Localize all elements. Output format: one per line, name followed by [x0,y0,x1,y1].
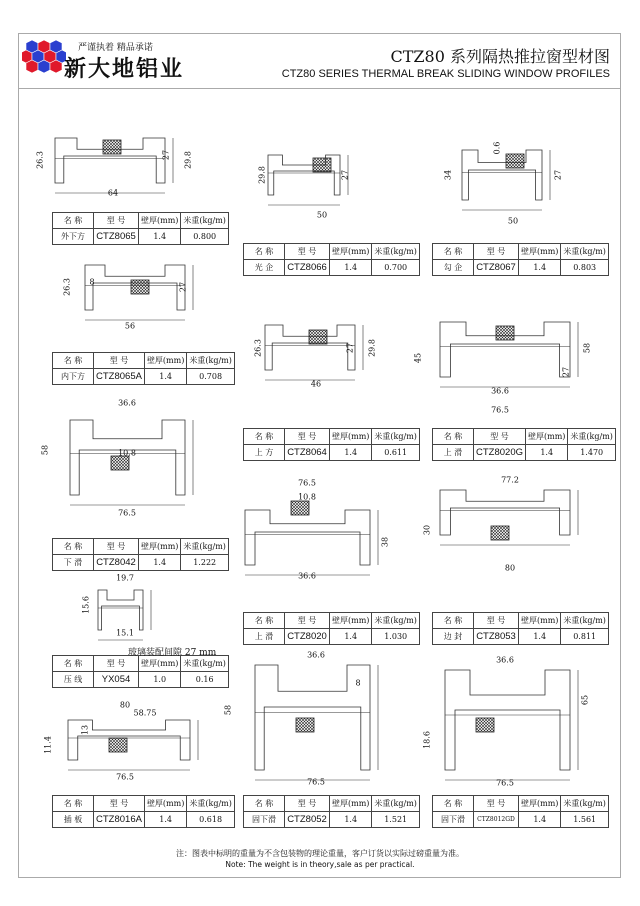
header-model: 型 号 [94,353,145,369]
table-header-row [433,796,609,812]
profile-thickness: 1.4 [519,260,561,276]
table-row [433,260,609,276]
header-name: 名 称 [53,353,94,369]
footer-note-en: Note: The weight is in theory,sale as per practical. [225,860,415,869]
dimension-label: 10.8 [118,448,136,458]
dimension-label: 45 [413,352,423,364]
dimension-label: 27 [161,149,171,161]
profile-model: CTZ8020 [285,629,330,645]
header-thickness: 壁厚(mm) [330,613,372,629]
spec-table [52,352,235,385]
profile-weight: 0.16 [181,672,229,688]
header-name: 名 称 [433,244,474,260]
table-header-row [244,429,420,445]
thermal-break-strip [111,456,129,470]
profile-model: CTZ8064 [285,445,330,461]
header-thickness: 壁厚(mm) [144,796,186,812]
header-name: 名 称 [244,244,285,260]
thermal-break-strip [313,158,331,172]
header-name: 名 称 [433,613,474,629]
profile-model: CTZ8065A [94,369,145,385]
profile-model: CTZ8067 [474,260,519,276]
dimension-label: 65 [580,694,590,706]
header-model: 型 号 [285,796,330,812]
profile-weight: 0.800 [181,229,229,245]
dimension-label: 26.3 [253,339,263,357]
profile-weight: 0.618 [187,812,235,828]
table-row [53,812,235,828]
profile-model: CTZ8020G [474,445,526,461]
table-header-row [433,244,609,260]
dimension-label: 50 [316,210,328,220]
footer-note-cn: 注：图表中标明的重量为不含包装物的理论重量，客户订货以实际过磅重量为准。 [176,849,464,858]
spec-table [243,428,420,461]
profile-outline [255,665,370,770]
dimension-label: 26.3 [62,278,72,296]
spec-table [52,655,229,688]
table-header-row [433,613,609,629]
profile-outline [445,670,570,770]
spec-table [432,428,616,461]
profile-name: 插 板 [53,812,94,828]
profile-name: 固下滑 [433,812,474,828]
spec-table [432,612,609,645]
profile-thickness: 1.4 [144,812,186,828]
dimension-label: 77.2 [501,475,519,485]
table-header-row [53,353,235,369]
profile-model: CTZ8042 [94,555,139,571]
table-row [433,445,616,461]
profile-thickness: 1.4 [526,445,568,461]
dimension-label: 8 [89,277,95,287]
header-weight: 米重(kg/m) [187,353,235,369]
header-model: 型 号 [474,429,526,445]
header-weight: 米重(kg/m) [372,796,420,812]
header-model: 型 号 [474,796,519,812]
header-name: 名 称 [53,213,94,229]
header-name: 名 称 [53,539,94,555]
table-row [244,445,420,461]
spec-table [243,243,420,276]
dimension-label: 36.6 [496,655,514,665]
thermal-break-strip [131,280,149,294]
header-thickness: 壁厚(mm) [519,613,561,629]
profile-thickness: 1.4 [330,445,372,461]
header-model: 型 号 [474,613,519,629]
dimension-label: 19.7 [116,573,134,583]
dimension-label: 13 [80,724,90,736]
dimension-label: 11.4 [43,736,53,754]
dimension-label: 18.6 [422,731,432,749]
profile-thickness: 1.4 [144,369,186,385]
dimension-label: 50 [507,216,519,226]
header-model: 型 号 [94,796,145,812]
header-name: 名 称 [53,796,94,812]
dimension-label: 8 [355,678,361,688]
dimension-label: 30 [422,524,432,536]
profile-model: CTZ8066 [285,260,330,276]
table-header-row [53,539,229,555]
table-row [244,629,420,645]
profile-name: 上 滑 [433,445,474,461]
header-model: 型 号 [94,539,139,555]
header-weight: 米重(kg/m) [181,656,229,672]
table-header-row [433,429,616,445]
header-weight: 米重(kg/m) [372,429,420,445]
dimension-label: 56 [124,321,136,331]
header-weight: 米重(kg/m) [372,613,420,629]
profile-model: CTZ8016A [94,812,145,828]
header-model: 型 号 [94,213,139,229]
profile-model: CTZ8065 [94,229,139,245]
dimension-label: 29.8 [183,151,193,169]
dimension-label: 46 [310,379,322,389]
header-name: 名 称 [53,656,94,672]
header-thickness: 壁厚(mm) [139,656,181,672]
header-name: 名 称 [244,796,285,812]
glass-gap-note: 玻璃装配间隙 27 mm [128,648,217,658]
dimension-label: 38 [380,536,390,548]
thermal-break-strip [476,718,494,732]
header-thickness: 壁厚(mm) [330,244,372,260]
header-weight: 米重(kg/m) [561,244,609,260]
profile-weight: 1.521 [372,812,420,828]
spec-table [52,795,235,828]
profile-thickness: 1.4 [519,812,561,828]
header-weight: 米重(kg/m) [187,796,235,812]
header-model: 型 号 [285,244,330,260]
dimension-label: 76.5 [496,778,514,788]
profile-weight: 1.561 [561,812,609,828]
header-weight: 米重(kg/m) [561,613,609,629]
header-name: 名 称 [433,429,474,445]
header-name: 名 称 [244,613,285,629]
header-weight: 米重(kg/m) [181,539,229,555]
thermal-break-strip [109,738,127,752]
profile-weight: 0.700 [372,260,420,276]
profile-thickness: 1.4 [330,812,372,828]
header-weight: 米重(kg/m) [372,244,420,260]
dimension-label: 0.6 [492,141,502,155]
header-name: 名 称 [433,796,474,812]
dimension-label: 27 [553,169,563,181]
header-weight: 米重(kg/m) [181,213,229,229]
table-row [53,672,229,688]
profile-name: 下 滑 [53,555,94,571]
table-header-row [244,796,420,812]
dimension-label: 27 [340,169,350,181]
dimension-label: 34 [443,169,453,181]
profile-outline [245,510,370,565]
profile-thickness: 1.4 [519,629,561,645]
footer-divider [18,877,621,878]
header-thickness: 壁厚(mm) [526,429,568,445]
profile-name: 外下方 [53,229,94,245]
dimension-label: 76.5 [116,772,134,782]
header-thickness: 壁厚(mm) [144,353,186,369]
profile-weight: 1.470 [568,445,616,461]
profile-thickness: 1.4 [139,555,181,571]
dimension-label: 58 [40,444,50,456]
table-row [53,555,229,571]
thermal-break-strip [506,154,524,168]
table-row [433,812,609,828]
profile-name: 上 滑 [244,629,285,645]
dimension-label: 76.5 [298,478,316,488]
dimension-label: 29.8 [367,339,377,357]
header-model: 型 号 [285,613,330,629]
header-weight: 米重(kg/m) [568,429,616,445]
profile-outline [98,590,143,630]
profile-weight: 0.811 [561,629,609,645]
header-thickness: 壁厚(mm) [330,429,372,445]
dimension-label: 80 [504,563,516,573]
dimension-label: 58.75 [133,708,157,718]
header-thickness: 壁厚(mm) [139,213,181,229]
profile-weight: 1.222 [181,555,229,571]
profile-model: CTZ8053 [474,629,519,645]
dimension-label: 15.1 [116,628,134,638]
profile-outline [462,150,542,200]
header-model: 型 号 [94,656,139,672]
dimension-label: 36.6 [298,571,316,581]
page-title: CTZ80 系列隔热推拉窗型材图 [390,47,610,66]
dimension-label: 58 [582,342,592,354]
spec-table [432,243,609,276]
spec-table [52,538,229,571]
table-header-row [53,213,229,229]
profile-model: YX054 [94,672,139,688]
dimension-label: 26.3 [35,151,45,169]
profile-thickness: 1.4 [330,260,372,276]
dimension-label: 27 [178,281,188,293]
dimension-label: 27 [345,342,355,354]
thermal-break-strip [491,526,509,540]
thermal-break-strip [296,718,314,732]
table-row [244,812,420,828]
profile-name: 勾 企 [433,260,474,276]
spec-table [432,795,609,828]
dimension-label: 76.5 [118,508,136,518]
profile-weight: 1.030 [372,629,420,645]
profile-thickness: 1.0 [139,672,181,688]
profile-name: 固下滑 [244,812,285,828]
profile-name: 压 线 [53,672,94,688]
dimension-label: 36.6 [118,398,136,408]
brand-name: 新大地铝业 [64,56,185,82]
thermal-break-strip [496,326,514,340]
table-row [53,229,229,245]
page-subtitle: CTZ80 SERIES THERMAL BREAK SLIDING WINDOW PROFILES [281,68,610,80]
header-weight: 米重(kg/m) [561,796,609,812]
profile-thickness: 1.4 [139,229,181,245]
table-row [244,260,420,276]
profile-model: CTZ8012GD [474,812,519,828]
spec-table [243,612,420,645]
dimension-label: 64 [107,188,119,198]
spec-table [243,795,420,828]
table-header-row [53,796,235,812]
header-thickness: 壁厚(mm) [519,796,561,812]
thermal-break-strip [103,140,121,154]
table-row [53,369,235,385]
header-thickness: 壁厚(mm) [139,539,181,555]
thermal-break-strip [309,330,327,344]
table-row [433,629,609,645]
dimension-label: 76.5 [491,405,509,415]
table-header-row [244,613,420,629]
profile-name: 内下方 [53,369,94,385]
header-thickness: 壁厚(mm) [330,796,372,812]
dimension-label: 29.8 [257,166,267,184]
profile-model: CTZ8052 [285,812,330,828]
dimension-label: 36.6 [491,386,509,396]
header-thickness: 壁厚(mm) [519,244,561,260]
dimension-label: 10.8 [298,492,316,502]
thermal-break-strip [291,501,309,515]
dimension-label: 58 [223,704,233,716]
profile-name: 光 企 [244,260,285,276]
profile-name: 边 封 [433,629,474,645]
dimension-label: 15.6 [81,596,91,614]
profile-weight: 0.803 [561,260,609,276]
profile-name: 上 方 [244,445,285,461]
header-model: 型 号 [474,244,519,260]
table-header-row [244,244,420,260]
dimension-label: 76.5 [307,777,325,787]
profile-thickness: 1.4 [330,629,372,645]
profile-weight: 0.611 [372,445,420,461]
profile-weight: 0.708 [187,369,235,385]
dimension-label: 36.6 [307,650,325,660]
dimension-label: 80 [119,700,131,710]
slogan: 严谨执着 精品承诺 [78,43,153,53]
header-model: 型 号 [285,429,330,445]
dimension-label: 27 [561,366,571,378]
spec-table [52,212,229,245]
header-name: 名 称 [244,429,285,445]
